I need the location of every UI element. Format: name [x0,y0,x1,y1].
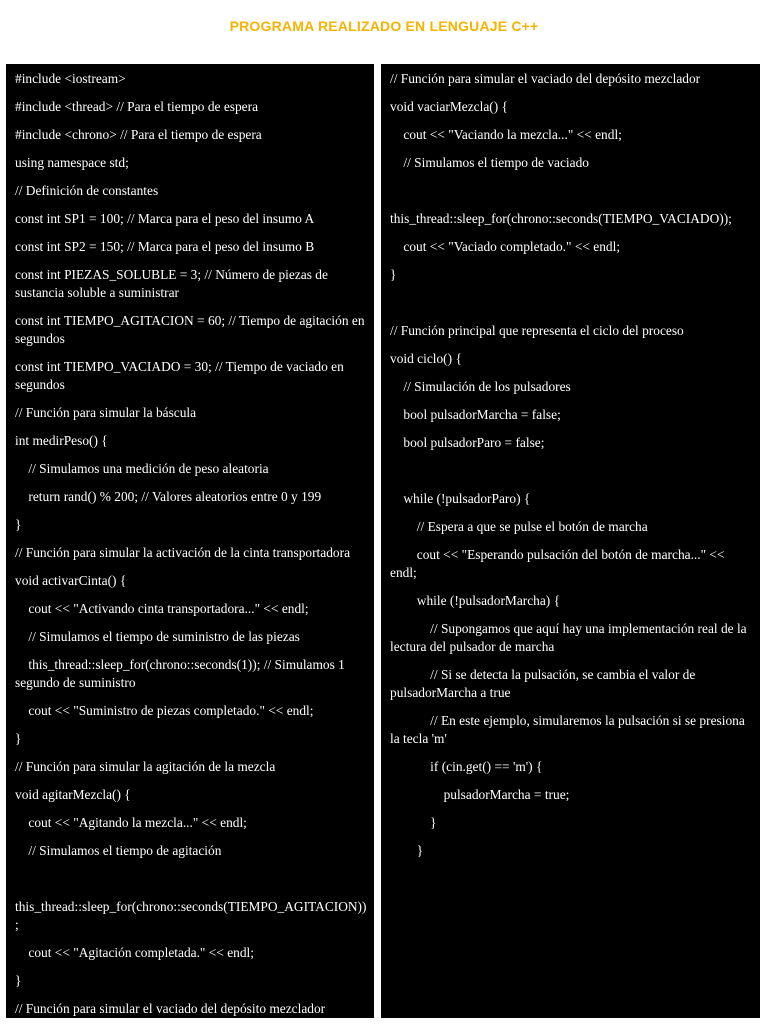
code-line: // Simulamos el tiempo de suministro de las piezas [15,629,300,644]
code-line: } [15,973,22,988]
code-line: const int SP1 = 100; // Marca para el peso del insumo A [15,211,315,226]
code-line: } [390,843,424,858]
code-line: const int SP2 = 150; // Marca para el peso del insumo B [15,239,315,254]
code-line: cout << "Agitación completada." << endl; [15,945,254,960]
code-line: cout << "Vaciando la mezcla..." << endl; [390,127,622,142]
code-line [390,182,754,200]
code-line: } [15,731,22,746]
code-line: int medirPeso() { [15,433,108,448]
code-line: // Supongamos que aquí hay una implementación real de la lectura del pulsador de marcha [390,621,750,654]
code-line: this_thread::sleep_for(chrono::seconds(TIEMPO_AGITACION)); [15,899,367,932]
code-line: // Espera a que se pulse el botón de marcha [390,519,648,534]
code-line: // Simulamos el tiempo de vaciado [390,155,589,170]
page-title: PROGRAMA REALIZADO EN LENGUAJE C++ [229,18,539,34]
code-line: if (cin.get() == 'm') { [390,759,543,774]
code-line: bool pulsadorParo = false; [390,435,545,450]
code-line: while (!pulsadorParo) { [390,491,531,506]
code-line: void agitarMezcla() { [15,787,131,802]
code-line: } [390,267,397,282]
code-column-left [6,64,374,1018]
code-line: // Función para simular la báscula [15,405,197,420]
code-line: this_thread::sleep_for(chrono::seconds(1)); // Simulamos 1 segundo de suministro [15,657,349,690]
code-line: bool pulsadorMarcha = false; [390,407,561,422]
code-line: const int TIEMPO_AGITACION = 60; // Tiempo de agitación en segundos [15,313,368,346]
code-line: // Función para simular el vaciado del depósito mezclador [390,71,701,86]
code-line: // Definición de constantes [15,183,159,198]
code-line: } [15,517,22,532]
code-line: void activarCinta() { [15,573,127,588]
code-line: const int TIEMPO_VACIADO = 30; // Tiempo de vaciado en segundos [15,359,348,392]
code-line: void vaciarMezcla() { [390,99,508,114]
code-line: void ciclo() { [390,351,462,366]
code-line [15,870,368,888]
code-line: // Simulación de los pulsadores [390,379,571,394]
code-line: const int PIEZAS_SOLUBLE = 3; // Número de piezas de sustancia soluble a suministrar [15,267,332,300]
code-line: #include <iostream> [15,71,126,86]
code-line: cout << "Suministro de piezas completado." << endl; [15,703,314,718]
code-line: // Función para simular el vaciado del depósito mezclador [15,1001,326,1016]
code-line: // Función principal que representa el ciclo del proceso [390,323,684,338]
code-line: // Función para simular la agitación de la mezcla [15,759,276,774]
code-line [390,462,754,480]
code-column-right [381,64,760,1018]
code-line: this_thread::sleep_for(chrono::seconds(TIEMPO_VACIADO)); [390,211,732,226]
code-line: using namespace std; [15,155,129,170]
code-line: cout << "Esperando pulsación del botón de marcha..." << endl; [390,547,728,580]
code-line: // Simulamos una medición de peso aleatoria [15,461,269,476]
code-line: while (!pulsadorMarcha) { [390,593,561,608]
code-line: // Simulamos el tiempo de agitación [15,843,222,858]
code-line [390,294,754,312]
code-line: pulsadorMarcha = true; [390,787,570,802]
code-line: } [390,815,437,830]
code-line: // Si se detecta la pulsación, se cambia el valor de pulsadorMarcha a true [390,667,699,700]
code-line: cout << "Vaciado completado." << endl; [390,239,621,254]
code-line: return rand() % 200; // Valores aleatorios entre 0 y 199 [15,489,322,504]
code-line: cout << "Activando cinta transportadora..." << endl; [15,601,309,616]
code-line: cout << "Agitando la mezcla..." << endl; [15,815,247,830]
code-line: #include <chrono> // Para el tiempo de espera [15,127,262,142]
code-line: #include <thread> // Para el tiempo de espera [15,99,259,114]
code-line: // Función para simular la activación de la cinta transportadora [15,545,351,560]
code-line: // En este ejemplo, simularemos la pulsación si se presiona la tecla 'm' [390,713,749,746]
